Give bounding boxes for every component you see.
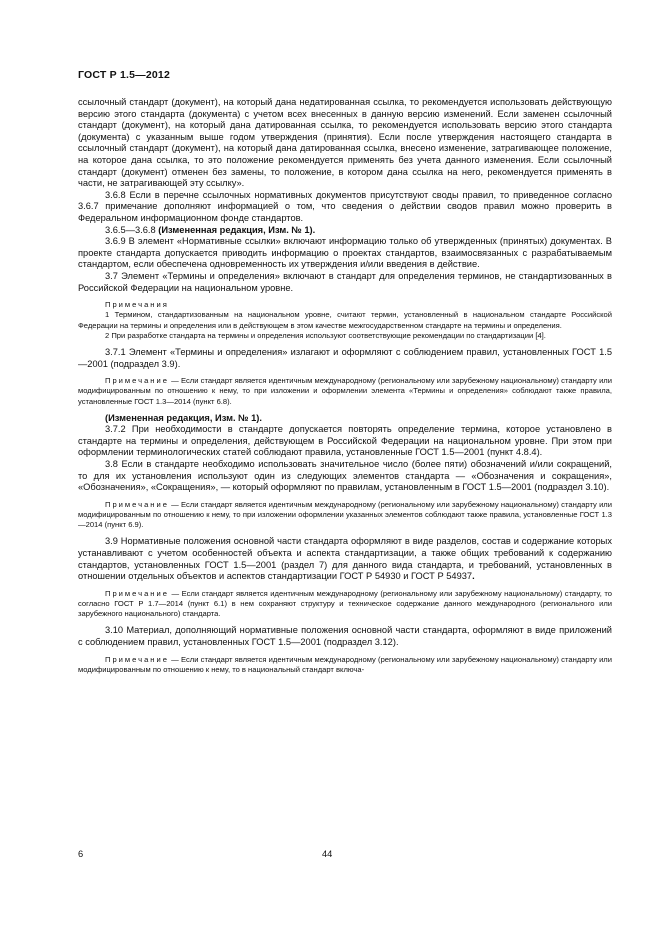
paragraph-3-7-2: 3.7.2 При необходимости в стандарте допускается повторять определение термина, которое установлено в стандарте на термины и определения, действующем в Российской Федерации на национальном уровне. При этом при оформлении терминологических статей соблюдают правила, установленные ГОСТ 1.5—2001 (пункт 4.8.4). <box>78 424 612 458</box>
paragraph-3-7: 3.7 Элемент «Термины и определения» включают в стандарт для определения терминов, не стандартизованных в Российской Федерации на национальном уровне. <box>78 270 612 293</box>
note-text: — Если стандарт является идентичным международному (региональному или зарубежному национальному) стандарту или модифицированным по отношению к нему, то при изложении оформлении указанных элементов соблюдают также правила, установленные ГОСТ 1.3—2014 (пункт 6.9). <box>78 499 612 530</box>
paragraph-3-9 <box>78 536 612 582</box>
note-item-2: 2 При разработке стандарта на термины и определения используют соответствующие рекомендации по стандартизации [4]. <box>105 330 546 340</box>
note-text: — Если стандарт является идентичным международному (региональному или зарубежному национальному) стандарту, то согласно ГОСТ Р 1.7—2014 (пункт 6.1) в нем сохраняют структуру и техническое содержание данного международного (регионального или зарубежного национального) стандарта. <box>78 588 612 619</box>
notes-block-1 <box>78 300 612 341</box>
note-4 <box>78 589 612 620</box>
paragraph-continuation: ссылочный стандарт (документ), на который дана недатированная ссылка, то рекомендуется использовать действующую версию этого стандарта (документа) с учетом всех внесенных в данную версию изменений. Если заменен ссылочный стандарт (документ), на который дана датированная ссылка, то рекомендуется использовать версию этого стандарта (документа) с указанным выше годом утверждения (принятия). Если после утверждения настоящего стандарта в ссылочный стандарт (документ), на который дана датированная ссылка, внесено изменение, затрагивающее положение, на которое дана ссылка, то это положение рекомендуется применять без учета данного изменения. Если ссылочный стандарт (документ) отменен без замены, то положение, в котором дана ссылка на него, рекомендуется применять в части, не затрагивающей эту ссылку». <box>78 97 612 189</box>
paragraph-3-9-dot: . <box>472 571 475 582</box>
note-item-1: 1 Термином, стандартизованным на национальном уровне, считают термин, установленный в национальном стандарте Российской Федерации на термины и определения или в действующем в этом качестве межгосударственном стандарте на термины и определения. <box>78 310 612 330</box>
note-2 <box>78 376 612 407</box>
paragraph-3-7-1: 3.7.1 Элемент «Термины и определения» излагают и оформляют с соблюдением правил, установленных ГОСТ 1.5—2001 (подраздел 3.9). <box>78 346 612 369</box>
note-text: — Если стандарт является идентичным международному (региональному или зарубежному национальному) стандарту или модифицированным по отношению к нему, то в национальный стандарт включа- <box>78 654 612 674</box>
amendment-note: (Измененная редакция, Изм. № 1). <box>105 412 262 423</box>
amendment-note: (Измененная редакция, Изм. № 1). <box>158 224 316 235</box>
note-5 <box>78 655 612 675</box>
document-header: ГОСТ Р 1.5—2012 <box>78 69 171 81</box>
paragraph-amendment-1 <box>78 225 612 237</box>
note-label: Примечание <box>105 376 169 386</box>
note-3 <box>78 500 612 531</box>
notes-title: Примечания <box>105 300 169 310</box>
page-number: 44 <box>322 849 333 859</box>
note-label: Примечание <box>105 588 169 598</box>
page-number-left: 6 <box>78 849 84 859</box>
paragraph-amendment-2 <box>78 413 612 425</box>
paragraph-3-8: 3.8 Если в стандарте необходимо использовать значительное число (более пяти) обозначений и/или сокращений, то для их установления используют один из следующих элементов стандарта — «Обозначения и сокращения», «Обозначения», «Сокращения», — который оформляют по правилам, установленным в ГОСТ 1.5—2001 (подраздел 3.10). <box>78 459 612 493</box>
paragraph-3-6-8: 3.6.8 Если в перечне ссылочных нормативных документов присутствуют своды правил, то приведенное согласно 3.6.7 примечание дополняют информацией о том, что сведения о действии сводов правил можно проверить в Федеральном информационном фонде стандартов. <box>78 189 612 223</box>
paragraph-3-9-text: 3.9 Нормативные положения основной части стандарта оформляют в виде разделов, состав и содержание которых устанавливают с учетом особенностей объекта и аспекта стандартизации, а также общих требований к содержанию стандартов, установленных ГОСТ 1.5—2001 (раздел 7) для данного вида стандарта, и требований, установленных в отношении отдельных объектов и аспектов стандартизации ГОСТ Р 54930 и ГОСТ Р 54937 <box>78 536 612 582</box>
amendment-range: 3.6.5—3.6.8 <box>105 224 159 235</box>
paragraph-3-6-9: 3.6.9 В элемент «Нормативные ссылки» включают информацию только об утвержденных (принятых) документах. В проекте стандарта допускается приводить информацию о проектах стандартов, взаимосвязанных с разрабатываемым стандартом, если обеспечена одновременность их утверждения и/или введения в действие. <box>78 236 612 270</box>
note-label: Примечание <box>105 499 169 509</box>
paragraph-3-10: 3.10 Материал, дополняющий нормативные положения основной части стандарта, оформляют в виде приложений с соблюдением правил, установленных ГОСТ 1.5—2001 (подраздел 3.12). <box>78 625 612 648</box>
note-label: Примечание <box>105 654 169 664</box>
document-body <box>78 97 612 681</box>
note-text: — Если стандарт является идентичным международному (региональному или зарубежному национальному) стандарту или модифицированным по отношению к нему, то при изложении и оформлении элемента «Термины и определения» соблюдают также правила, установленные ГОСТ 1.3—2014 (пункт 6.8). <box>78 376 612 406</box>
